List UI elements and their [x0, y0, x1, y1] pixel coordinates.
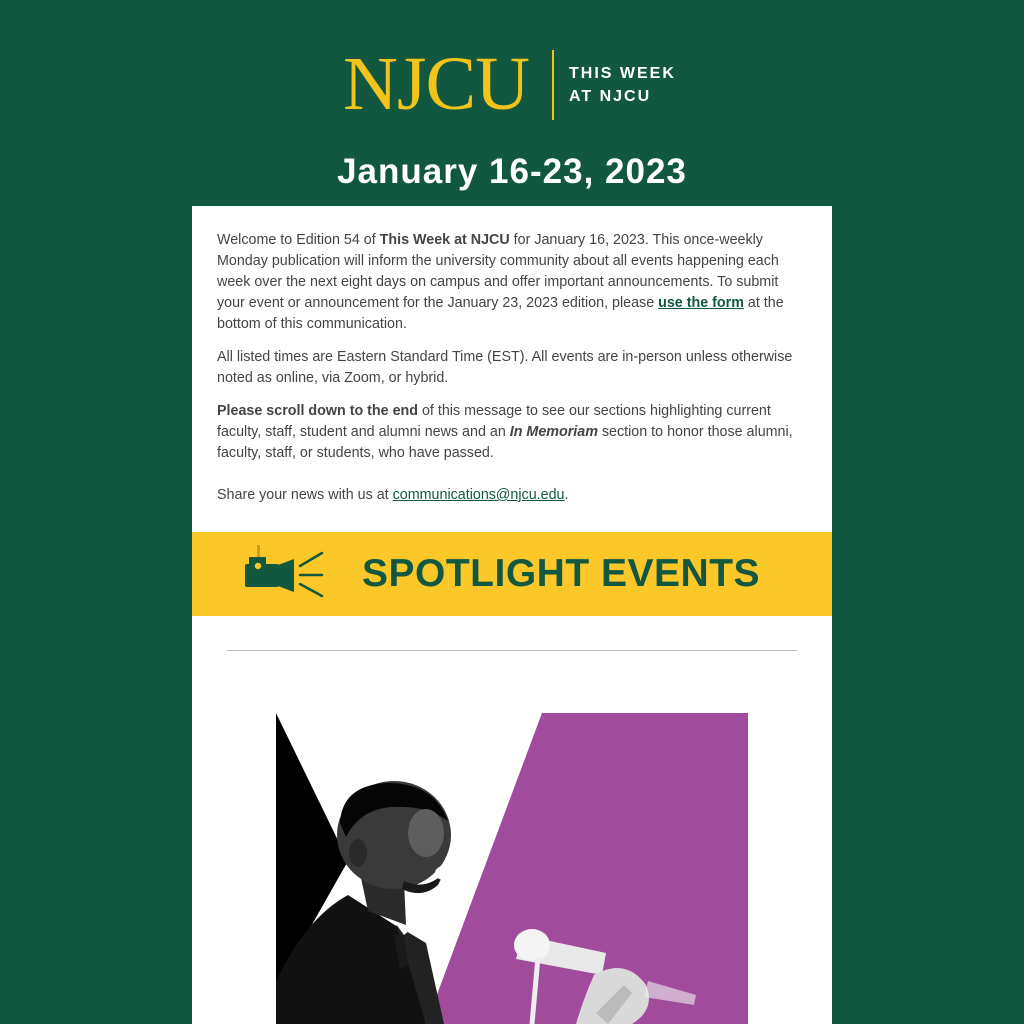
logo-divider: [552, 50, 554, 120]
content-card: [192, 206, 832, 1024]
logo-wordmark: NJCU: [343, 42, 530, 126]
spotlight-events-heading: SPOTLIGHT EVENTS: [362, 552, 761, 595]
edition-date-title: January 16-23, 2023: [337, 152, 687, 191]
scroll-down-note: Please scroll down to the end: [217, 403, 418, 419]
logo-tagline: [569, 62, 676, 108]
intro-paragraph-1: [217, 230, 797, 335]
in-memoriam-label: In Memoriam: [509, 424, 598, 440]
njcu-logo[interactable]: [343, 42, 693, 128]
intro-text: for January 16, 2023. This once-weekly Monday publication will inform the university community about all events happening each week over the next eight days on campus and offer important announcements. To submit your event or announcement for the January 23, 2023 edition, please: [217, 232, 779, 311]
email-header: [0, 0, 1024, 206]
spotlight-events-banner: [192, 532, 832, 616]
logo-tagline-line2: AT NJCU: [569, 88, 652, 105]
publication-name: This Week at NJCU: [379, 232, 510, 248]
communications-email-link[interactable]: communications@njcu.edu: [392, 487, 565, 503]
logo-tagline-line1: THIS WEEK: [569, 65, 676, 82]
intro-paragraph-3: [217, 401, 797, 464]
intro-section: [217, 230, 797, 518]
share-text: Share your news with us at: [217, 487, 393, 503]
intro-text: of this message to see our sections highlighting current faculty, staff, student and alumni news and an: [217, 403, 771, 440]
intro-text: section to honor those alumni, faculty, staff, or students, who have passed.: [217, 424, 793, 461]
spotlight-icon: [242, 544, 332, 604]
share-end: .: [564, 487, 569, 503]
intro-text: Welcome to Edition 54 of: [217, 232, 380, 248]
share-news-line: [217, 485, 797, 506]
mlk-portrait-image[interactable]: [276, 713, 748, 1024]
intro-text: at the bottom of this communication.: [217, 295, 784, 332]
intro-paragraph-2: All listed times are Eastern Standard Time (EST). All events are in-person unless otherwise noted as online, via Zoom, or hybrid.: [217, 349, 793, 386]
use-the-form-link[interactable]: use the form: [658, 295, 744, 311]
section-divider: [227, 650, 797, 651]
